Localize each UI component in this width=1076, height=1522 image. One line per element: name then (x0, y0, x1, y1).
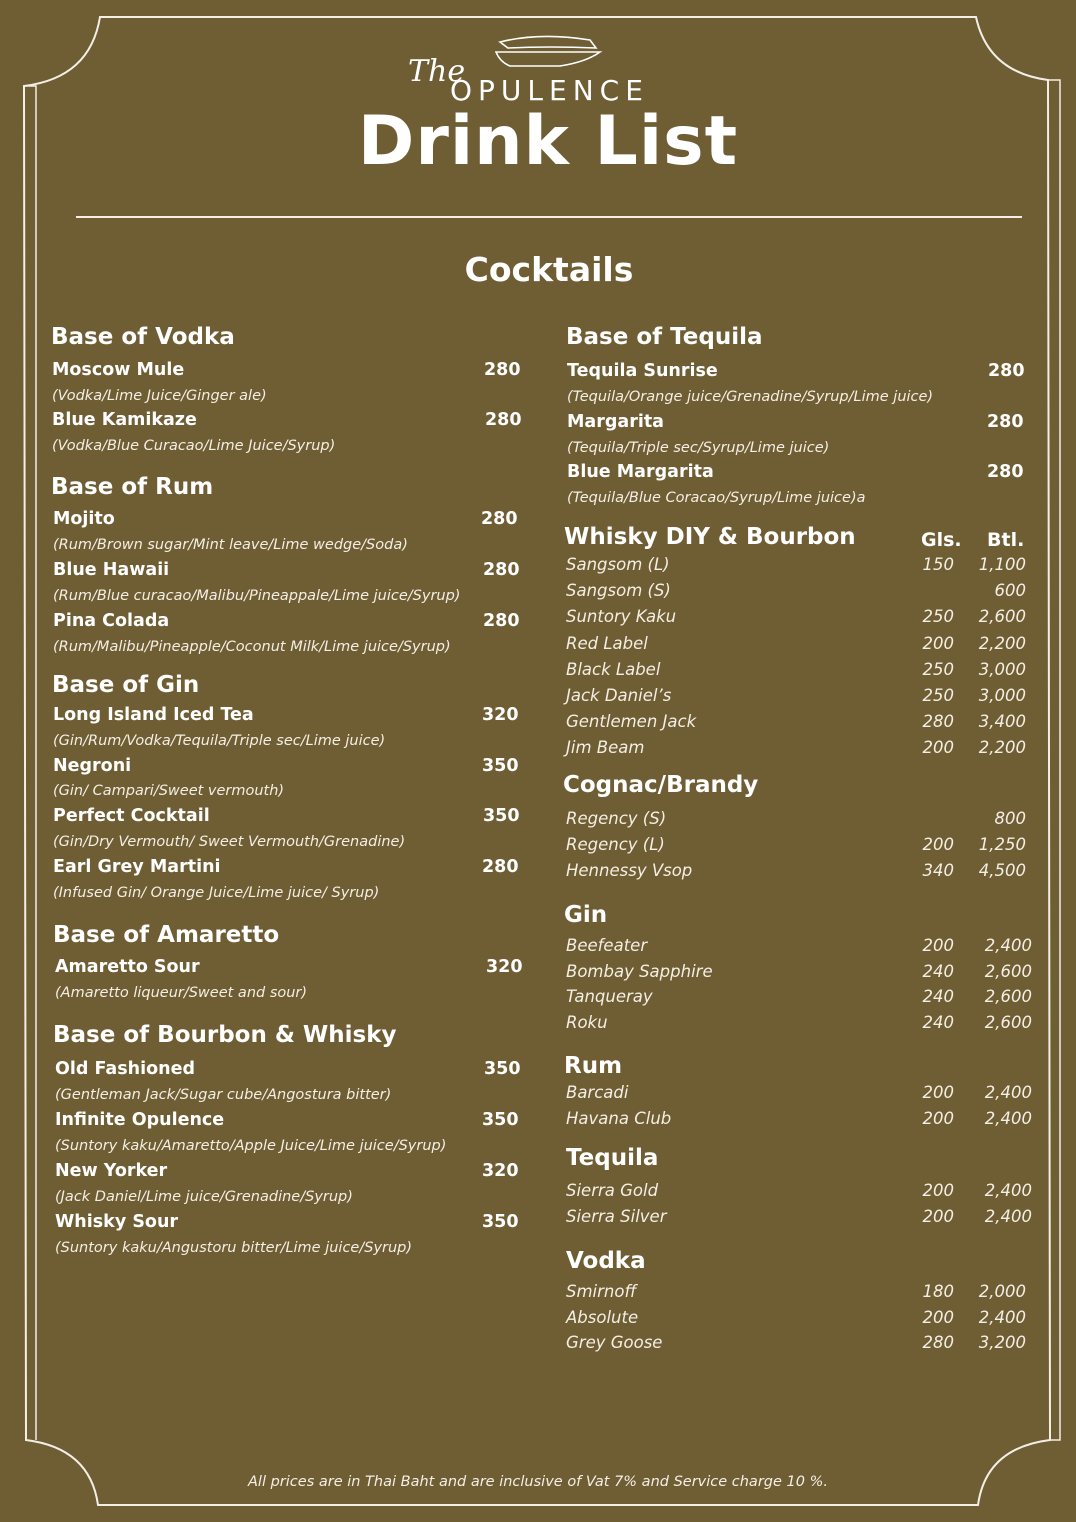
item-name: Long Island Iced Tea (53, 705, 254, 725)
item-price: 280 (482, 857, 519, 877)
item-desc: (Suntory kaku/Angustoru bitter/Lime juice/Syrup) (55, 1240, 413, 1256)
item-price: 280 (987, 412, 1024, 432)
spirit-name: Sangsom (S) (566, 581, 671, 601)
spirit-bottle-price: 600 (994, 581, 1026, 601)
item-desc: (Rum/Malibu/Pineapple/Coconut Milk/Lime juice/Syrup) (53, 639, 451, 655)
spirit-name: Black Label (566, 659, 661, 679)
item-price: 280 (485, 410, 522, 430)
item-desc: (Tequila/Orange juice/Grenadine/Syrup/Lime juice) (567, 389, 934, 405)
spirit-name: Sangsom (L) (566, 555, 670, 574)
spirit-glass-price: 200 (922, 633, 954, 653)
item-price: 350 (483, 806, 520, 826)
page-title: Drink List (357, 102, 739, 181)
spirit-bottle-price: 2,400 (978, 1307, 1026, 1327)
heading-rum: Base of Rum (51, 474, 214, 500)
item-name: Mojito (53, 509, 115, 529)
item-desc: (Vodka/Blue Curacao/Lime Juice/Syrup) (52, 438, 336, 454)
item-name: Whisky Sour (55, 1212, 179, 1232)
item-price: 350 (482, 1212, 519, 1232)
item-price: 320 (486, 957, 523, 977)
spirit-name: Hennessy Vsop (566, 861, 693, 880)
item-name: Old Fashioned (55, 1059, 195, 1079)
item-name: Moscow Mule (52, 360, 185, 380)
spirit-glass-price: 250 (922, 607, 954, 627)
item-desc: (Gin/ Campari/Sweet vermouth) (53, 783, 285, 799)
spirit-bottle-price: 2,600 (984, 987, 1032, 1006)
spirit-bottle-price: 2,600 (978, 607, 1026, 627)
spirit-name: Sierra Silver (566, 1207, 667, 1226)
spirit-name: Havana Club (566, 1109, 672, 1128)
spirit-glass-price: 340 (922, 861, 954, 880)
item-desc: (Gin/Rum/Vodka/Tequila/Triple sec/Lime juice) (53, 733, 386, 749)
spirit-bottle-price: 2,200 (978, 633, 1026, 653)
spirit-bottle-price: 3,400 (978, 712, 1026, 732)
heading-vodka: Base of Vodka (51, 324, 235, 350)
spirit-bottle-price: 4,500 (978, 861, 1026, 880)
spirit-glass-price: 200 (922, 1307, 954, 1327)
item-name: Infinite Opulence (55, 1110, 225, 1130)
section-title: Cocktails (464, 250, 634, 289)
item-name: Amaretto Sour (55, 957, 200, 977)
item-name: Perfect Cocktail (53, 806, 210, 826)
item-price: 320 (482, 1161, 519, 1181)
item-name: Blue Kamikaze (52, 410, 197, 430)
item-name: Margarita (567, 412, 664, 432)
spirit-glass-price: 200 (922, 1207, 954, 1226)
spirit-bottle-price: 2,600 (984, 1012, 1032, 1032)
item-price: 350 (482, 756, 519, 776)
item-price: 320 (482, 705, 519, 725)
spirit-group-title: Cognac/Brandy (563, 772, 759, 798)
spirit-bottle-price: 2,400 (984, 1207, 1032, 1226)
item-price: 280 (481, 509, 518, 529)
item-desc: (Gentleman Jack/Sugar cube/Angostura bitter) (55, 1087, 392, 1103)
item-name: Tequila Sunrise (567, 361, 718, 381)
item-price: 280 (988, 361, 1025, 381)
spirit-name: Regency (L) (566, 835, 665, 854)
spirit-bottle-price: 1,250 (978, 835, 1026, 854)
item-price: 350 (482, 1110, 519, 1130)
item-name: Blue Hawaii (53, 560, 170, 580)
spirit-name: Jack Daniel’s (566, 686, 672, 705)
spirit-name: Jim Beam (566, 738, 645, 758)
spirit-glass-price: 200 (922, 1109, 954, 1128)
spirit-name: Gentlemen Jack (566, 712, 697, 732)
item-price: 280 (987, 462, 1024, 482)
item-desc: (Rum/Blue curacao/Malibu/Pineappale/Lime juice/Syrup) (53, 588, 461, 604)
spirit-glass-price: 280 (922, 712, 954, 732)
spirit-name: Beefeater (566, 936, 648, 955)
spirit-glass-price: 240 (922, 1012, 954, 1032)
heading-whisky-diy: Whisky DIY & Bourbon (564, 524, 856, 550)
col-bottle-header: Btl. (987, 529, 1025, 551)
spirit-glass-price: 180 (922, 1282, 954, 1301)
spirit-glass-price: 240 (922, 987, 954, 1006)
spirit-glass-price: 240 (922, 961, 954, 981)
spirit-glass-price: 200 (922, 1083, 954, 1102)
spirit-glass-price: 200 (922, 1181, 954, 1200)
spirit-group-title: Vodka (566, 1248, 646, 1274)
item-desc: (Tequila/Blue Coracao/Syrup/Lime juice)a (567, 490, 866, 506)
spirit-bottle-price: 2,400 (984, 1083, 1032, 1102)
spirit-name: Absolute (566, 1307, 639, 1327)
spirit-glass-price: 250 (922, 686, 954, 705)
spirit-name: Suntory Kaku (566, 607, 677, 627)
heading-tequila: Base of Tequila (566, 324, 763, 350)
spirit-glass-price: 150 (922, 555, 954, 574)
item-desc: (Gin/Dry Vermouth/ Sweet Vermouth/Grenadine) (53, 834, 406, 850)
spirit-bottle-price: 3,200 (978, 1333, 1026, 1352)
item-price: 350 (484, 1059, 521, 1079)
spirit-bottle-price: 2,400 (984, 1181, 1032, 1200)
footer-note: All prices are in Thai Baht and are inclusive of Vat 7% and Service charge 10 %. (248, 1474, 828, 1490)
spirit-glass-price: 200 (922, 738, 954, 758)
brand-script: The (408, 54, 466, 89)
spirit-glass-price: 200 (922, 936, 954, 955)
item-desc: (Amaretto liqueur/Sweet and sour) (55, 985, 308, 1001)
item-desc: (Suntory kaku/Amaretto/Apple Juice/Lime juice/Syrup) (55, 1138, 447, 1154)
item-desc: (Tequila/Triple sec/Syrup/Lime juice) (567, 440, 830, 456)
spirit-bottle-price: 3,000 (978, 659, 1026, 679)
brand-name: OPULENCE (450, 74, 649, 107)
divider (76, 216, 1022, 218)
spirit-glass-price: 200 (922, 835, 954, 854)
heading-gin: Base of Gin (52, 672, 200, 698)
spirit-bottle-price: 3,000 (978, 686, 1026, 705)
spirit-bottle-price: 2,200 (978, 738, 1026, 758)
item-price: 280 (483, 560, 520, 580)
spirit-bottle-price: 800 (994, 809, 1026, 828)
item-desc: (Infused Gin/ Orange Juice/Lime juice/ Syrup) (53, 885, 380, 901)
spirit-bottle-price: 2,000 (978, 1282, 1026, 1301)
item-name: Pina Colada (53, 611, 170, 631)
heading-bourbon-whisky: Base of Bourbon & Whisky (53, 1022, 397, 1048)
item-price: 280 (484, 360, 521, 380)
spirit-glass-price: 250 (922, 659, 954, 679)
spirit-name: Red Label (566, 633, 648, 653)
spirit-name: Regency (S) (566, 809, 667, 828)
spirit-name: Bombay Sapphire (566, 961, 713, 981)
spirit-name: Smirnoff (566, 1282, 637, 1301)
spirit-bottle-price: 2,400 (984, 936, 1032, 955)
item-name: New Yorker (55, 1161, 168, 1181)
spirit-name: Tanqueray (566, 987, 653, 1006)
item-name: Earl Grey Martini (53, 857, 221, 877)
spirit-name: Sierra Gold (566, 1181, 659, 1200)
spirit-bottle-price: 2,400 (984, 1109, 1032, 1128)
spirit-glass-price: 280 (922, 1333, 954, 1352)
spirit-bottle-price: 1,100 (978, 555, 1026, 574)
item-desc: (Vodka/Lime Juice/Ginger ale) (52, 388, 267, 404)
item-price: 280 (483, 611, 520, 631)
spirit-name: Roku (566, 1012, 608, 1032)
item-desc: (Rum/Brown sugar/Mint leave/Lime wedge/Soda) (53, 537, 408, 553)
spirit-group-title: Rum (564, 1053, 623, 1079)
spirit-group-title: Gin (564, 902, 608, 928)
item-name: Negroni (53, 756, 132, 776)
col-glass-header: Gls. (921, 529, 962, 551)
item-name: Blue Margarita (567, 462, 714, 482)
spirit-group-title: Tequila (566, 1145, 659, 1171)
heading-amaretto: Base of Amaretto (53, 922, 280, 948)
spirit-name: Grey Goose (566, 1333, 663, 1352)
spirit-bottle-price: 2,600 (984, 961, 1032, 981)
item-desc: (Jack Daniel/Lime juice/Grenadine/Syrup) (55, 1189, 353, 1205)
spirit-name: Barcadi (566, 1083, 629, 1102)
